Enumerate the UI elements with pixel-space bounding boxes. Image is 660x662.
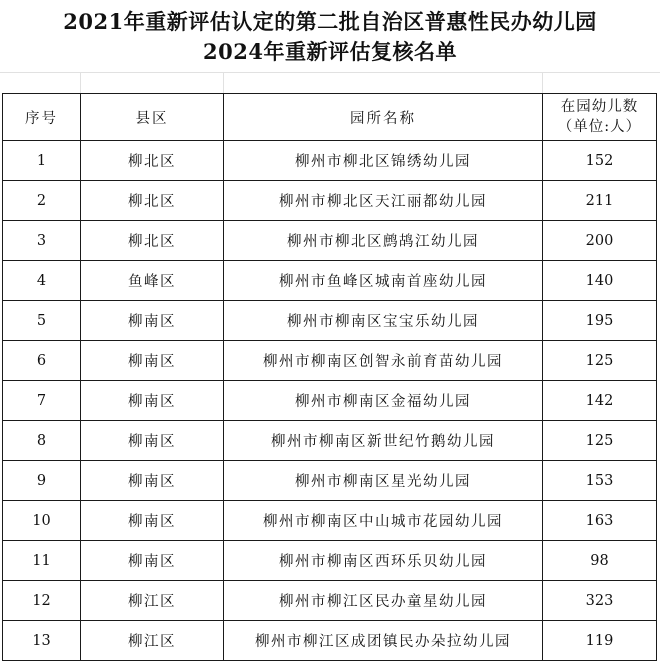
cell-name: 柳州市柳南区金福幼儿园	[224, 381, 543, 421]
cell-index: 12	[3, 581, 81, 621]
title-line-1: 2021年重新评估认定的第二批自治区普惠性民办幼儿园	[63, 9, 597, 34]
table-row	[3, 621, 657, 661]
cell-name: 柳州市柳北区天江丽都幼儿园	[224, 181, 543, 221]
cell-county: 柳江区	[81, 581, 224, 621]
cell-name: 柳州市柳南区新世纪竹鹅幼儿园	[224, 421, 543, 461]
cell-name: 柳州市柳北区鹧鸪江幼儿园	[224, 221, 543, 261]
cell-enrollment: 200	[543, 221, 657, 261]
cell-county: 柳南区	[81, 381, 224, 421]
cell-index: 5	[3, 301, 81, 341]
header-index: 序号	[3, 94, 81, 141]
cell-index: 1	[3, 141, 81, 181]
cell-county: 柳南区	[81, 501, 224, 541]
title-line-2: 2024年重新评估复核名单	[203, 39, 457, 64]
cell-name: 柳州市柳江区民办童星幼儿园	[224, 581, 543, 621]
table-row	[3, 141, 657, 181]
cell-index: 11	[3, 541, 81, 581]
cell-index: 3	[3, 221, 81, 261]
cell-enrollment: 211	[543, 181, 657, 221]
table-row	[3, 501, 657, 541]
cell-name: 柳州市柳南区西环乐贝幼儿园	[224, 541, 543, 581]
cell-county: 柳南区	[81, 341, 224, 381]
table-row	[3, 341, 657, 381]
table-row	[3, 461, 657, 501]
table-row	[3, 221, 657, 261]
cell-county: 柳南区	[81, 541, 224, 581]
cell-enrollment: 125	[543, 341, 657, 381]
cell-index: 6	[3, 341, 81, 381]
cell-name: 柳州市柳北区锦绣幼儿园	[224, 141, 543, 181]
table-row	[3, 181, 657, 221]
cell-county: 柳北区	[81, 141, 224, 181]
cell-enrollment: 195	[543, 301, 657, 341]
cell-index: 10	[3, 501, 81, 541]
cell-enrollment: 98	[543, 541, 657, 581]
cell-name: 柳州市柳南区星光幼儿园	[224, 461, 543, 501]
cell-name: 柳州市柳江区成团镇民办朵拉幼儿园	[224, 621, 543, 661]
cell-county: 柳北区	[81, 221, 224, 261]
cell-name: 柳州市柳南区中山城市花园幼儿园	[224, 501, 543, 541]
kindergarten-table	[2, 93, 657, 661]
table-row	[3, 381, 657, 421]
document-title	[0, 0, 660, 72]
cell-index: 9	[3, 461, 81, 501]
cell-enrollment: 125	[543, 421, 657, 461]
table-row	[3, 261, 657, 301]
cell-enrollment: 163	[543, 501, 657, 541]
header-enrollment-line1: 在园幼儿数	[560, 99, 639, 115]
cell-enrollment: 323	[543, 581, 657, 621]
table-header-row	[3, 94, 657, 141]
cell-enrollment: 153	[543, 461, 657, 501]
cell-index: 7	[3, 381, 81, 421]
cell-county: 柳南区	[81, 301, 224, 341]
table-row	[3, 421, 657, 461]
cell-enrollment: 119	[543, 621, 657, 661]
cell-name: 柳州市柳南区创智永前育苗幼儿园	[224, 341, 543, 381]
header-enrollment-line2: （单位:人）	[557, 119, 642, 135]
cell-index: 2	[3, 181, 81, 221]
cell-name: 柳州市鱼峰区城南首座幼儿园	[224, 261, 543, 301]
cell-index: 8	[3, 421, 81, 461]
cell-county: 鱼峰区	[81, 261, 224, 301]
cell-county: 柳南区	[81, 421, 224, 461]
header-name: 园所名称	[224, 94, 543, 141]
cell-county: 柳北区	[81, 181, 224, 221]
header-enrollment	[543, 94, 657, 141]
spreadsheet-gridlines	[0, 72, 660, 93]
table-row	[3, 541, 657, 581]
cell-county: 柳南区	[81, 461, 224, 501]
cell-county: 柳江区	[81, 621, 224, 661]
header-county: 县区	[81, 94, 224, 141]
cell-enrollment: 152	[543, 141, 657, 181]
cell-index: 13	[3, 621, 81, 661]
cell-index: 4	[3, 261, 81, 301]
table-row	[3, 581, 657, 621]
cell-name: 柳州市柳南区宝宝乐幼儿园	[224, 301, 543, 341]
table-row	[3, 301, 657, 341]
cell-enrollment: 142	[543, 381, 657, 421]
cell-enrollment: 140	[543, 261, 657, 301]
